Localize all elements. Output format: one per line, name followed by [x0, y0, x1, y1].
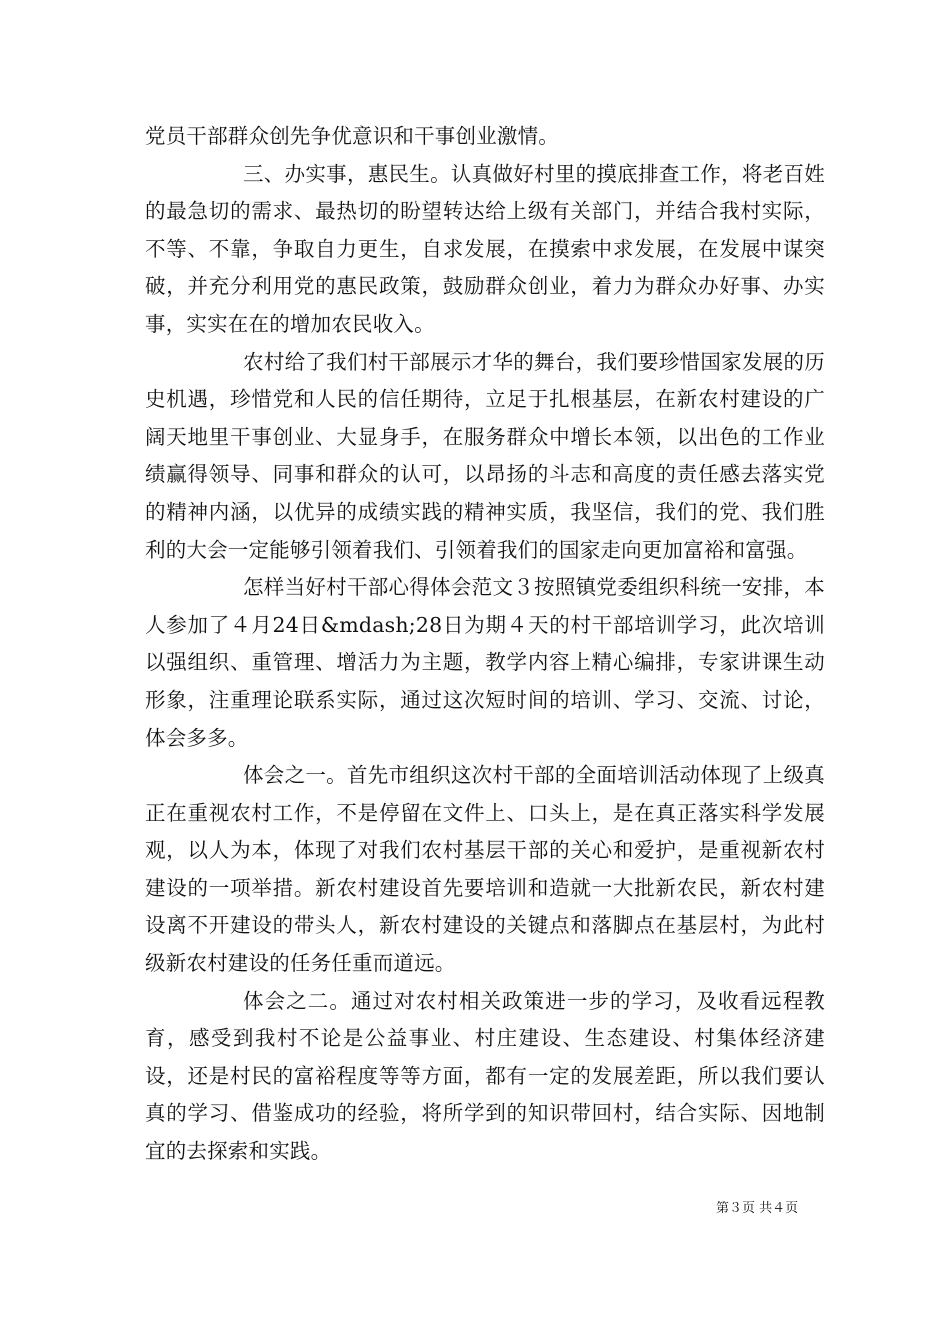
paragraph-insight-one: 体会之一。首先市组织这次村干部的全面培训活动体现了上级真正在重视农村工作，不是停留在文件上、口头上，是在真正落实科学发展观，以人为本，体现了对我们农村基层干部的关心和爱护，是重视新农村建设的一项举措。新农村建设首先要培训和造就一大批新农民，新农村建设离不开建设的带头人，新农村建设的关键点和落脚点在基层村，为此村级新农村建设的任务任重而道远。 [145, 763, 825, 976]
body-text [145, 118, 825, 1171]
paragraph-essay-three-intro: 怎样当好村干部心得体会范文３按照镇党委组织科统一安排，本人参加了４月24日&mdash;28日为期４天的村干部培训学习，此次培训以强组织、重管理、增活力为主题，教学内容上精心编排，专家讲课生动形象，注重理论联系实际，通过这次短时间的培训、学习、交流、讨论，体会多多。 [145, 575, 825, 750]
paragraph-continuation: 党员干部群众创先争优意识和干事创业激情。 [145, 124, 559, 148]
page-number-footer: 第３页 共４页 [716, 1201, 799, 1216]
paragraph-point-three: 三、办实事，惠民生。认真做好村里的摸底排查工作，将老百姓的最急切的需求、最热切的盼望转达给上级有关部门，并结合我村实际，不等、不靠，争取自力更生，自求发展，在摸索中求发展，在发展中谋突破，并充分利用党的惠民政策，鼓励群众创业，着力为群众办好事、办实事，实实在在的增加农民收入。 [145, 161, 825, 336]
paragraph-insight-two: 体会之二。通过对农村相关政策进一步的学习，及收看远程教育，感受到我村不论是公益事业、村庄建设、生态建设、村集体经济建设，还是村民的富裕程度等等方面，都有一定的发展差距，所以我们要认真的学习、借鉴成功的经验，将所学到的知识带回村，结合实际、因地制宜的去探索和实践。 [145, 988, 825, 1164]
paragraph-rural-stage: 农村给了我们村干部展示才华的舞台，我们要珍惜国家发展的历史机遇，珍惜党和人民的信任期待，立足于扎根基层，在新农村建设的广阔天地里干事创业、大显身手，在服务群众中增长本领，以出色的工作业绩赢得领导、同事和群众的认可，以昂扬的斗志和高度的责任感去落实党的精神内涵，以优异的成绩实践的精神实质，我坚信，我们的党、我们胜利的大会一定能够引领着我们、引领着我们的国家走向更加富裕和富强。 [145, 349, 825, 562]
